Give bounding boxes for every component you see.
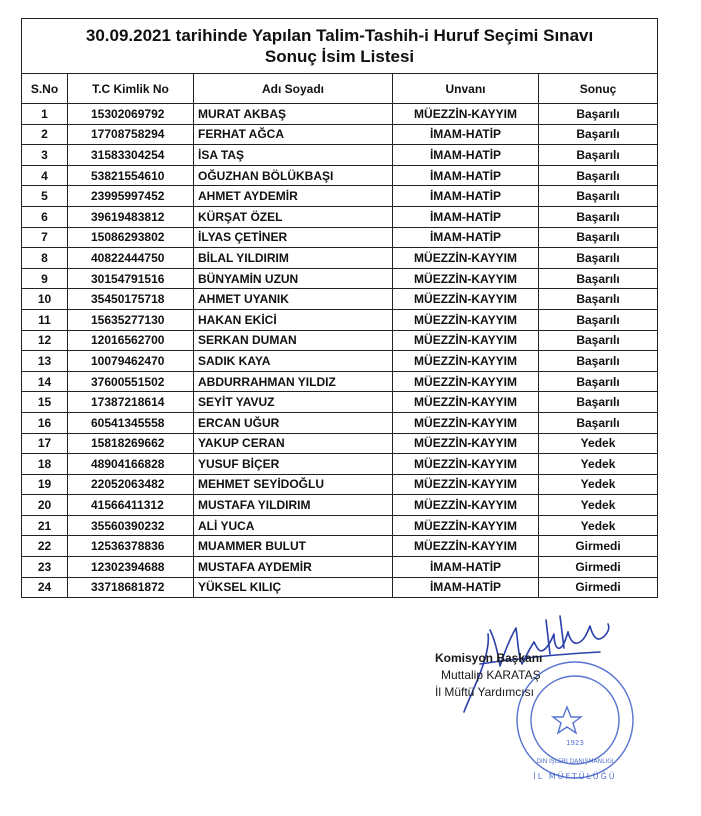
cell-tc: 40822444750 bbox=[68, 248, 194, 269]
cell-sno: 17 bbox=[22, 433, 68, 454]
cell-tc: 35560390232 bbox=[68, 515, 194, 536]
table-row bbox=[22, 248, 658, 269]
cell-name: YÜKSEL KILIÇ bbox=[194, 577, 393, 598]
cell-tc: 12016562700 bbox=[68, 330, 194, 351]
cell-name: KÜRŞAT ÖZEL bbox=[194, 206, 393, 227]
cell-tc: 48904166828 bbox=[68, 454, 194, 475]
cell-name: İSA TAŞ bbox=[194, 145, 393, 166]
cell-tc: 39619483812 bbox=[68, 206, 194, 227]
cell-sno: 22 bbox=[22, 536, 68, 557]
cell-name: AHMET UYANIK bbox=[194, 289, 393, 310]
table-row bbox=[22, 330, 658, 351]
cell-sonuc: Başarılı bbox=[539, 371, 658, 392]
cell-unvan: MÜEZZİN-KAYYIM bbox=[393, 371, 539, 392]
cell-sno: 21 bbox=[22, 515, 68, 536]
cell-sonuc: Başarılı bbox=[539, 206, 658, 227]
table-row bbox=[22, 433, 658, 454]
cell-sno: 14 bbox=[22, 371, 68, 392]
cell-unvan: MÜEZZİN-KAYYIM bbox=[393, 474, 539, 495]
table-row bbox=[22, 124, 658, 145]
cell-tc: 12536378836 bbox=[68, 536, 194, 557]
cell-unvan: İMAM-HATİP bbox=[393, 557, 539, 578]
table-row bbox=[22, 309, 658, 330]
cell-name: ABDURRAHMAN YILDIZ bbox=[194, 371, 393, 392]
cell-sno: 23 bbox=[22, 557, 68, 578]
cell-tc: 53821554610 bbox=[68, 165, 194, 186]
cell-unvan: MÜEZZİN-KAYYIM bbox=[393, 454, 539, 475]
cell-tc: 15818269662 bbox=[68, 433, 194, 454]
cell-tc: 30154791516 bbox=[68, 268, 194, 289]
cell-tc: 17387218614 bbox=[68, 392, 194, 413]
cell-sonuc: Yedek bbox=[539, 433, 658, 454]
table-row bbox=[22, 371, 658, 392]
cell-sonuc: Başarılı bbox=[539, 330, 658, 351]
cell-name: ERCAN UĞUR bbox=[194, 412, 393, 433]
cell-name: MEHMET SEYİDOĞLU bbox=[194, 474, 393, 495]
table-header-row bbox=[22, 74, 658, 104]
cell-name: OĞUZHAN BÖLÜKBAŞI bbox=[194, 165, 393, 186]
table-row bbox=[22, 351, 658, 372]
cell-tc: 12302394688 bbox=[68, 557, 194, 578]
cell-sonuc: Başarılı bbox=[539, 412, 658, 433]
cell-unvan: MÜEZZİN-KAYYIM bbox=[393, 433, 539, 454]
cell-unvan: MÜEZZİN-KAYYIM bbox=[393, 330, 539, 351]
document-title bbox=[22, 19, 658, 74]
cell-name: BÜNYAMİN UZUN bbox=[194, 268, 393, 289]
cell-sno: 4 bbox=[22, 165, 68, 186]
results-table bbox=[21, 18, 658, 598]
cell-sno: 12 bbox=[22, 330, 68, 351]
cell-unvan: MÜEZZİN-KAYYIM bbox=[393, 495, 539, 516]
cell-tc: 22052063482 bbox=[68, 474, 194, 495]
cell-sno: 6 bbox=[22, 206, 68, 227]
cell-tc: 23995997452 bbox=[68, 186, 194, 207]
cell-sonuc: Yedek bbox=[539, 454, 658, 475]
cell-sonuc: Başarılı bbox=[539, 227, 658, 248]
cell-name: SEYİT YAVUZ bbox=[194, 392, 393, 413]
cell-unvan: MÜEZZİN-KAYYIM bbox=[393, 248, 539, 269]
cell-sonuc: Başarılı bbox=[539, 104, 658, 125]
cell-unvan: MÜEZZİN-KAYYIM bbox=[393, 268, 539, 289]
cell-unvan: İMAM-HATİP bbox=[393, 124, 539, 145]
header-sonuc: Sonuç bbox=[539, 74, 658, 104]
cell-tc: 35450175718 bbox=[68, 289, 194, 310]
table-row bbox=[22, 227, 658, 248]
cell-sonuc: Girmedi bbox=[539, 536, 658, 557]
cell-name: SADIK KAYA bbox=[194, 351, 393, 372]
cell-sno: 16 bbox=[22, 412, 68, 433]
cell-sno: 9 bbox=[22, 268, 68, 289]
seal-text-year: 1923 bbox=[566, 739, 584, 747]
cell-unvan: İMAM-HATİP bbox=[393, 186, 539, 207]
cell-name: MUSTAFA YILDIRIM bbox=[194, 495, 393, 516]
cell-sonuc: Girmedi bbox=[539, 557, 658, 578]
table-row bbox=[22, 289, 658, 310]
cell-unvan: MÜEZZİN-KAYYIM bbox=[393, 392, 539, 413]
cell-sno: 5 bbox=[22, 186, 68, 207]
table-row bbox=[22, 577, 658, 598]
cell-tc: 60541345558 bbox=[68, 412, 194, 433]
cell-name: AHMET AYDEMİR bbox=[194, 186, 393, 207]
table-body bbox=[22, 104, 658, 598]
cell-name: MUSTAFA AYDEMİR bbox=[194, 557, 393, 578]
cell-sonuc: Başarılı bbox=[539, 351, 658, 372]
cell-unvan: MÜEZZİN-KAYYIM bbox=[393, 536, 539, 557]
cell-tc: 41566411312 bbox=[68, 495, 194, 516]
table-row bbox=[22, 186, 658, 207]
cell-unvan: MÜEZZİN-KAYYIM bbox=[393, 515, 539, 536]
cell-sonuc: Yedek bbox=[539, 515, 658, 536]
cell-sonuc: Başarılı bbox=[539, 186, 658, 207]
table-row bbox=[22, 515, 658, 536]
cell-sno: 11 bbox=[22, 309, 68, 330]
table-row bbox=[22, 474, 658, 495]
cell-tc: 10079462470 bbox=[68, 351, 194, 372]
cell-unvan: İMAM-HATİP bbox=[393, 165, 539, 186]
cell-sno: 10 bbox=[22, 289, 68, 310]
cell-sonuc: Girmedi bbox=[539, 577, 658, 598]
cell-sonuc: Başarılı bbox=[539, 309, 658, 330]
cell-tc: 31583304254 bbox=[68, 145, 194, 166]
cell-tc: 15086293802 bbox=[68, 227, 194, 248]
table-row bbox=[22, 104, 658, 125]
cell-unvan: İMAM-HATİP bbox=[393, 206, 539, 227]
table-row bbox=[22, 412, 658, 433]
cell-sno: 18 bbox=[22, 454, 68, 475]
table-row bbox=[22, 392, 658, 413]
cell-name: YAKUP CERAN bbox=[194, 433, 393, 454]
cell-name: FERHAT AĞCA bbox=[194, 124, 393, 145]
cell-tc: 33718681872 bbox=[68, 577, 194, 598]
cell-tc: 17708758294 bbox=[68, 124, 194, 145]
header-name: Adı Soyadı bbox=[194, 74, 393, 104]
cell-sno: 1 bbox=[22, 104, 68, 125]
cell-sno: 7 bbox=[22, 227, 68, 248]
cell-sno: 24 bbox=[22, 577, 68, 598]
table-row bbox=[22, 165, 658, 186]
cell-sonuc: Başarılı bbox=[539, 392, 658, 413]
title-line-2: Sonuç İsim Listesi bbox=[264, 47, 415, 66]
cell-name: ALİ YUCA bbox=[194, 515, 393, 536]
cell-unvan: İMAM-HATİP bbox=[393, 227, 539, 248]
cell-sno: 2 bbox=[22, 124, 68, 145]
cell-sno: 20 bbox=[22, 495, 68, 516]
cell-sonuc: Başarılı bbox=[539, 268, 658, 289]
cell-sno: 19 bbox=[22, 474, 68, 495]
cell-tc: 15635277130 bbox=[68, 309, 194, 330]
cell-sonuc: Başarılı bbox=[539, 165, 658, 186]
cell-unvan: İMAM-HATİP bbox=[393, 145, 539, 166]
header-tc: T.C Kimlik No bbox=[68, 74, 194, 104]
cell-unvan: MÜEZZİN-KAYYIM bbox=[393, 351, 539, 372]
cell-unvan: MÜEZZİN-KAYYIM bbox=[393, 412, 539, 433]
cell-sonuc: Başarılı bbox=[539, 289, 658, 310]
table-row bbox=[22, 454, 658, 475]
cell-name: MUAMMER BULUT bbox=[194, 536, 393, 557]
cell-unvan: İMAM-HATİP bbox=[393, 577, 539, 598]
cell-name: MURAT AKBAŞ bbox=[194, 104, 393, 125]
cell-sonuc: Yedek bbox=[539, 474, 658, 495]
cell-sno: 8 bbox=[22, 248, 68, 269]
cell-name: İLYAS ÇETİNER bbox=[194, 227, 393, 248]
cell-tc: 15302069792 bbox=[68, 104, 194, 125]
signature-block bbox=[435, 650, 542, 701]
table-row bbox=[22, 495, 658, 516]
table-row bbox=[22, 268, 658, 289]
table-row bbox=[22, 557, 658, 578]
cell-unvan: MÜEZZİN-KAYYIM bbox=[393, 104, 539, 125]
cell-sonuc: Başarılı bbox=[539, 124, 658, 145]
cell-sonuc: Başarılı bbox=[539, 145, 658, 166]
cell-name: YUSUF BİÇER bbox=[194, 454, 393, 475]
table-row bbox=[22, 145, 658, 166]
signatory-title: Komisyon Başkanı bbox=[435, 651, 543, 665]
cell-sno: 13 bbox=[22, 351, 68, 372]
cell-name: SERKAN DUMAN bbox=[194, 330, 393, 351]
cell-sonuc: Yedek bbox=[539, 495, 658, 516]
cell-sno: 3 bbox=[22, 145, 68, 166]
table-row bbox=[22, 536, 658, 557]
header-sno: S.No bbox=[22, 74, 68, 104]
seal-text-mid: DİN İŞLERİ DANIŞMANLIĞI bbox=[536, 758, 614, 765]
seal-text-top: İL MÜFTÜLÜĞÜ bbox=[533, 772, 617, 781]
title-line-1: 30.09.2021 tarihinde Yapılan Talim-Tashih-i Huruf Seçimi Sınavı bbox=[85, 26, 594, 45]
cell-name: BİLAL YILDIRIM bbox=[194, 248, 393, 269]
header-unvan: Unvanı bbox=[393, 74, 539, 104]
cell-unvan: MÜEZZİN-KAYYIM bbox=[393, 289, 539, 310]
signatory-name: Muttalip KARATAŞ bbox=[441, 668, 541, 682]
cell-tc: 37600551502 bbox=[68, 371, 194, 392]
cell-unvan: MÜEZZİN-KAYYIM bbox=[393, 309, 539, 330]
signatory-role: İl Müftü Yardımcısı bbox=[435, 685, 534, 699]
cell-sno: 15 bbox=[22, 392, 68, 413]
cell-sonuc: Başarılı bbox=[539, 248, 658, 269]
cell-name: HAKAN EKİCİ bbox=[194, 309, 393, 330]
table-row bbox=[22, 206, 658, 227]
